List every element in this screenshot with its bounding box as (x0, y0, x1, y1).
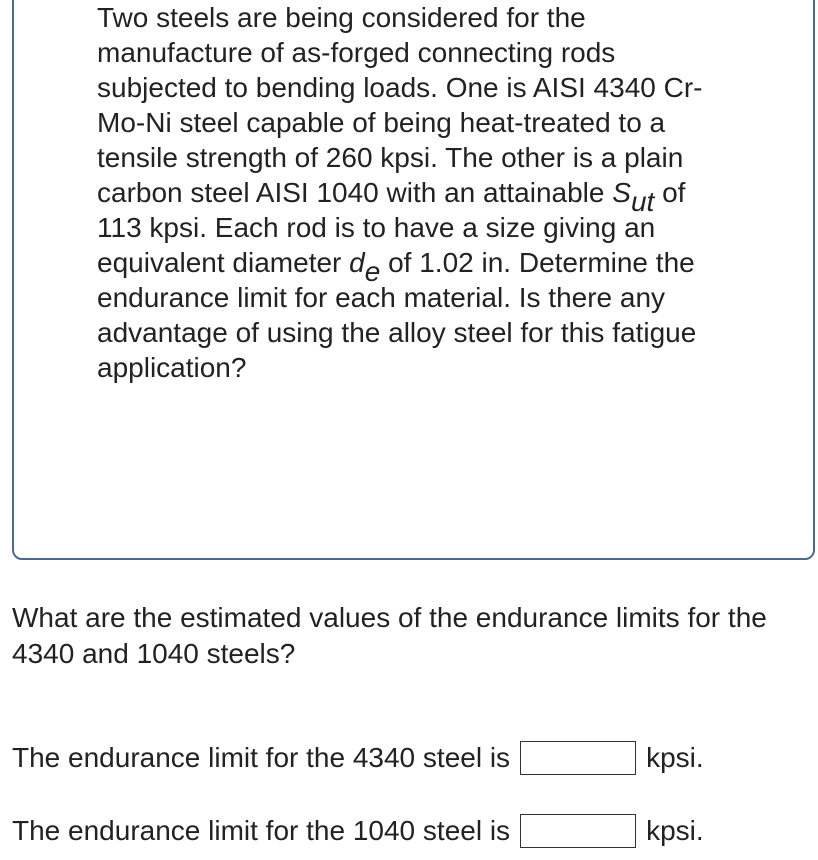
problem-text-part-3: of 1.02 in. Determine the endurance limit for each material. Is there any advantage of using the alloy steel for this fatigue application? (97, 247, 697, 383)
problem-text-part-2: of 113 kpsi. Each rod is to have a size giving an equivalent diameter (97, 177, 686, 278)
answer-unit-4340: kpsi. (646, 742, 704, 773)
endurance-limit-4340-input[interactable] (520, 741, 636, 775)
sut-subscript: ut (630, 186, 655, 217)
question-prompt: What are the estimated values of the endurance limits for the 4340 and 1040 steels? (12, 602, 767, 669)
answer-row-4340 (12, 738, 704, 778)
answer-unit-1040: kpsi. (646, 815, 704, 846)
answer-label-1040: The endurance limit for the 1040 steel is (12, 815, 511, 846)
de-symbol: d (349, 247, 365, 278)
de-subscript: e (364, 256, 381, 287)
problem-statement (97, 0, 737, 385)
answer-row-1040 (12, 811, 704, 851)
answer-label-4340: The endurance limit for the 4340 steel is (12, 742, 511, 773)
sut-symbol: S (612, 177, 631, 208)
problem-text-part-1: Two steels are being considered for the manufacture of as-forged connecting rods subjected to bending loads. One is AISI 4340 Cr-Mo-Ni steel capable of being heat-treated to a tensile strength of 260 kpsi. The other is a plain carbon steel AISI 1040 with an attainable (97, 2, 703, 208)
endurance-limit-1040-input[interactable] (520, 814, 636, 848)
